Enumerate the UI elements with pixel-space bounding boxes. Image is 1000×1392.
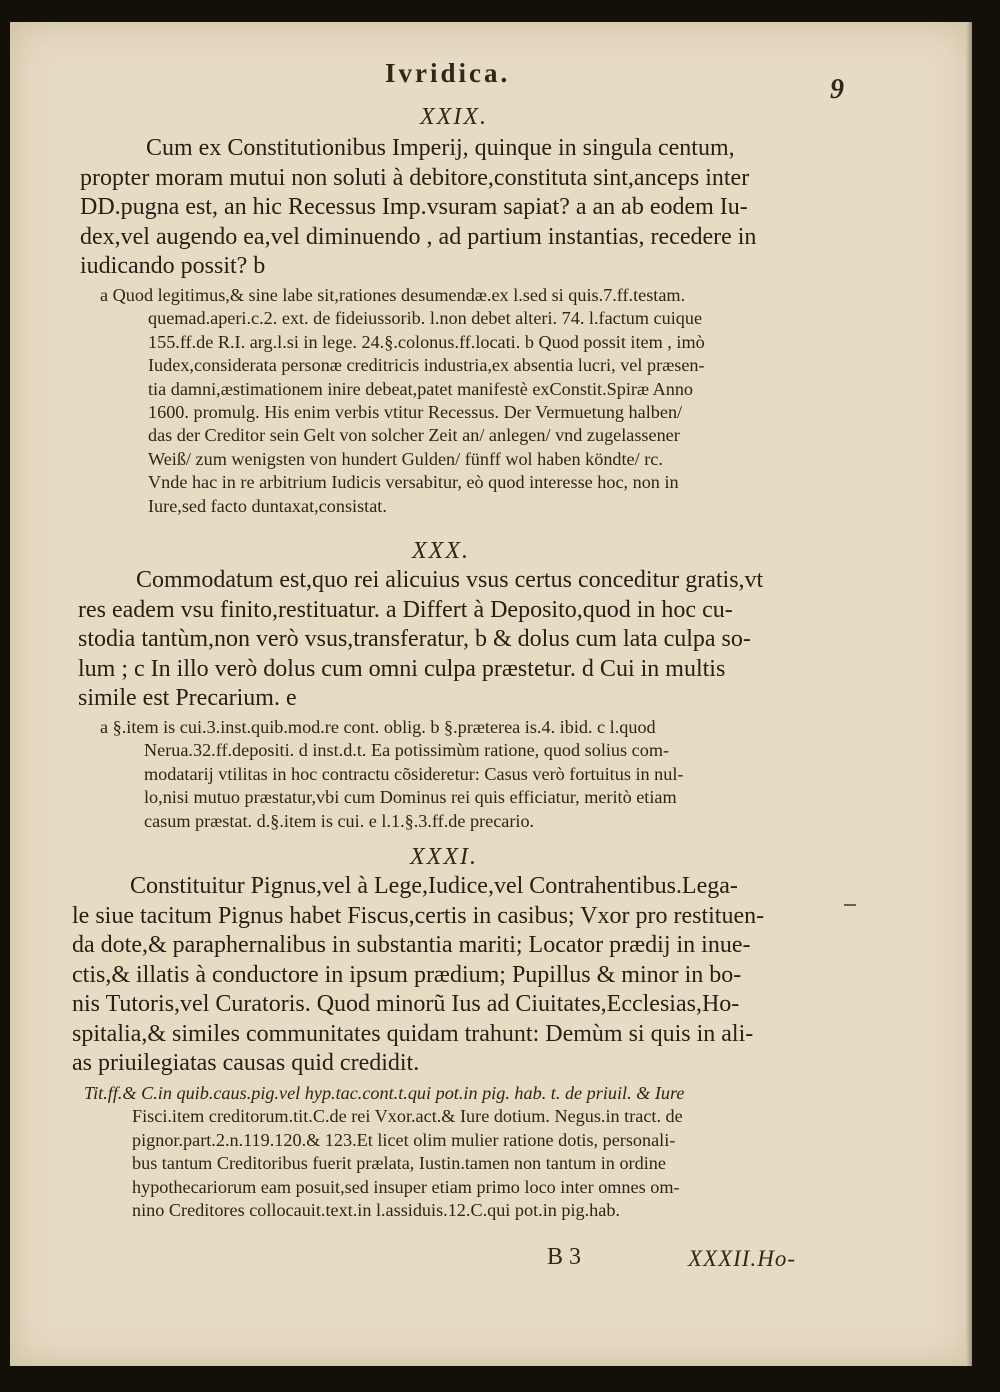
note-line: Weiß/ zum wenigsten von hundert Gulden/ fünff wol haben köndte/ rc. <box>148 448 663 469</box>
text-line: stodia tantùm,non verò vsus,transferatur, b & dolus cum lata culpa so- <box>78 626 751 652</box>
book-page <box>10 22 972 1366</box>
note-line: 1600. promulg. His enim verbis vtitur Recessus. Der Vermuetung halben/ <box>148 402 683 423</box>
note-line: bus tantum Creditoribus fuerit prælata, Iustin.tamen non tantum in ordine <box>132 1153 666 1174</box>
text-line: nis Tutoris,vel Curatoris. Quod minorũ Ius ad Ciuitates,Ecclesias,Ho- <box>72 991 740 1017</box>
catchword: XXXII.Ho- <box>688 1246 796 1271</box>
text-line: ctis,& illatis à conductore in ipsum prædium; Pupillus & minor in bo- <box>72 961 742 988</box>
text-line: da dote,& paraphernalibus in substantia mariti; Locator prædij in inue- <box>72 932 751 958</box>
text-line: lum ; c In illo verò dolus cum omni culpa præstetur. d Cui in multis <box>78 655 726 682</box>
note-line: lo,nisi mutuo præstatur,vbi cum Dominus rei quis efficiatur, meritò etiam <box>144 787 677 808</box>
section-number-xxxi: XXXI. <box>410 844 478 870</box>
page-edge-shadow <box>966 22 972 1366</box>
note-line: nino Creditores collocauit.text.in l.assiduis.12.C.qui pot.in pig.hab. <box>132 1200 620 1221</box>
note-line: pignor.part.2.n.119.120.& 123.Et licet olim mulier ratione dotis, personali- <box>132 1129 676 1150</box>
running-head: Ivridica. <box>385 58 511 88</box>
note-line: hypothecariorum eam posuit,sed insuper etiam primo loco inter omnes om- <box>132 1176 680 1197</box>
section-number-xxix: XXIX. <box>420 104 488 130</box>
text-line: as priuilegiatas causas quid credidit. <box>72 1050 420 1076</box>
text-line: propter moram mutui non soluti à debitore,constituta sint,anceps inter <box>80 164 750 191</box>
section-number-xxx: XXX. <box>412 538 470 564</box>
section-xxx-notes <box>100 716 683 833</box>
section-xxx-text <box>78 566 763 714</box>
margin-dash <box>844 904 856 906</box>
note-line: casum præstat. d.§.item is cui. e l.1.§.3.ff.de precario. <box>144 810 535 831</box>
note-line: a Quod legitimus,& sine labe sit,rationes desumendæ.ex l.sed si quis.7.ff.testam. <box>100 285 686 305</box>
note-line: das der Creditor sein Gelt von solcher Zeit an/ anlegen/ vnd zugelassener <box>148 425 680 446</box>
note-line: modatarij vtilitas in hoc contractu cõsideretur: Casus verò fortuitus in nul- <box>144 763 684 784</box>
text-line: DD.pugna est, an hic Recessus Imp.vsuram sapiat? a an ab eodem Iu- <box>80 194 748 220</box>
text-line: Commodatum est,quo rei alicuius vsus certus conceditur gratis,vt <box>136 567 764 593</box>
note-line: Tit.ff.& C.in quib.caus.pig.vel hyp.tac.cont.t.qui pot.in pig. hab. t. de priuil. & Iure <box>84 1083 685 1103</box>
text-line: le siue tacitum Pignus habet Fiscus,certis in casibus; Vxor pro restituen- <box>72 902 765 929</box>
note-line: a §.item is cui.3.inst.quib.mod.re cont. oblig. b §.præterea is.4. ibid. c l.quod <box>100 717 656 737</box>
section-xxxi-notes <box>84 1082 685 1222</box>
text-line: simile est Precarium. e <box>78 685 297 711</box>
text-line: iudicando possit? b <box>80 253 266 279</box>
note-line: Iure,sed facto duntaxat,consistat. <box>148 495 387 516</box>
section-xxxi-text <box>72 872 764 1079</box>
note-line: Iudex,considerata personæ creditricis industria,ex absentia lucri, vel præsen- <box>148 355 705 376</box>
signature-mark: B 3 <box>547 1244 582 1270</box>
section-xxix-notes <box>100 284 705 518</box>
note-line: quemad.aperi.c.2. ext. de fideiussorib. l.non debet alteri. 74. l.factum cuique <box>148 308 703 329</box>
note-line: Vnde hac in re arbitrium Iudicis versabitur, eò quod interesse hoc, non in <box>148 472 679 493</box>
note-line: tia damni,æstimationem inire debeat,patet manifestè exConstit.Spiræ Anno <box>148 378 694 399</box>
text-line: dex,vel augendo ea,vel diminuendo , ad partium instantias, recedere in <box>80 223 757 250</box>
note-line: 155.ff.de R.I. arg.l.si in lege. 24.§.colonus.ff.locati. b Quod possit item , imò <box>148 331 705 352</box>
note-line: Fisci.item creditorum.tit.C.de rei Vxor.act.& Iure dotium. Negus.in tract. de <box>132 1106 683 1127</box>
text-line: Constituitur Pignus,vel à Lege,Iudice,vel Contrahentibus.Lega- <box>130 873 738 899</box>
text-line: Cum ex Constitutionibus Imperij, quinque in singula centum, <box>146 135 735 161</box>
text-line: spitalia,& similes communitates quidam trahunt: Demùm si quis in ali- <box>72 1020 754 1047</box>
section-xxix-text <box>80 134 756 282</box>
text-line: res eadem vsu finito,restituatur. a Differt à Deposito,quod in hoc cu- <box>78 596 733 623</box>
page-number: 9 <box>830 74 844 105</box>
note-line: Nerua.32.ff.depositi. d inst.d.t. Ea potissimùm ratione, quod solius com- <box>144 740 670 761</box>
